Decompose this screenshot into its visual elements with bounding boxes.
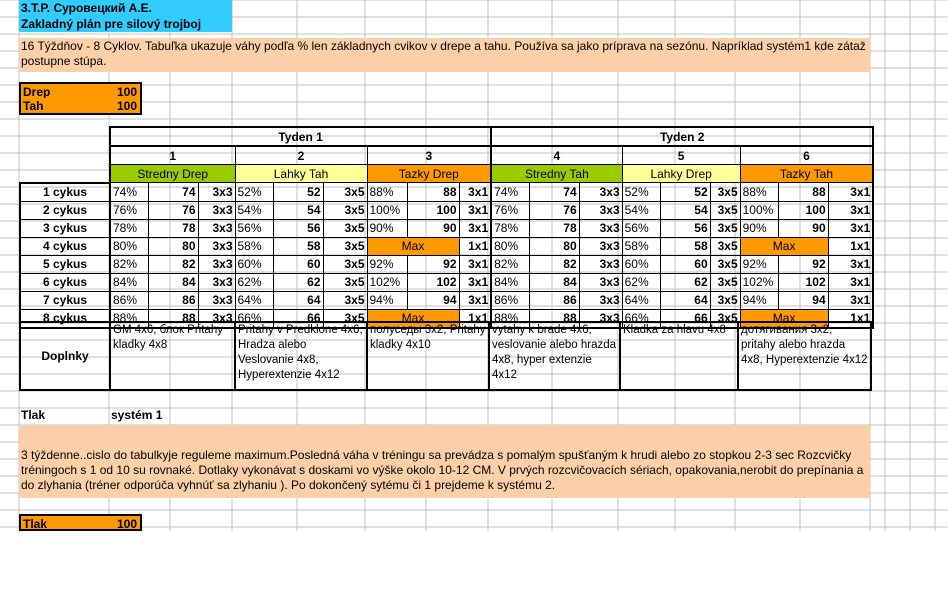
percent-cell[interactable]: 88% xyxy=(110,309,148,328)
sets-reps-cell[interactable]: 3x1 xyxy=(828,183,873,202)
tah-max-value[interactable]: 100 xyxy=(109,98,142,115)
doplnky-table xyxy=(19,321,872,391)
percent-cell[interactable]: 92% xyxy=(740,255,778,273)
weight-cell[interactable]: 94 xyxy=(778,291,828,309)
cycle-label[interactable]: 7 cykus xyxy=(20,291,110,309)
drep-label[interactable]: Drep xyxy=(19,82,109,98)
week-header-row xyxy=(20,127,873,146)
sets-reps-cell[interactable]: 3x3 xyxy=(198,273,235,291)
weight-cell[interactable]: 60 xyxy=(660,255,710,273)
sheet-title[interactable]: 3.T.P. Суровецкий А.Е. xyxy=(19,0,232,16)
day-type-5[interactable]: Lahky Drep xyxy=(622,165,740,183)
weight-cell[interactable]: 78 xyxy=(148,219,198,237)
intro-text[interactable]: 16 Týždňov - 8 Cyklov. Tabuľka ukazuje váhy podľa % len základnych cvikov v drepe a tahu. Používa sa jako príprava na sezónu. Napríklad systém1 kde zátaž postupne stúpa. xyxy=(19,38,870,72)
percent-cell[interactable]: 62% xyxy=(622,273,660,291)
percent-cell[interactable]: 74% xyxy=(110,183,148,202)
percent-cell[interactable]: 52% xyxy=(235,183,273,202)
sets-reps-cell[interactable]: 3x5 xyxy=(710,183,740,202)
weight-cell[interactable]: 66 xyxy=(660,309,710,328)
percent-cell[interactable]: 84% xyxy=(491,273,529,291)
cycle-row xyxy=(20,255,873,273)
percent-cell[interactable]: 66% xyxy=(235,309,273,328)
week-header-2[interactable]: Tyden 2 xyxy=(491,127,873,146)
day-number-2[interactable]: 2 xyxy=(235,146,367,165)
percent-cell[interactable]: 58% xyxy=(622,237,660,255)
weight-cell[interactable]: 76 xyxy=(148,201,198,219)
sets-reps-cell[interactable]: 3x3 xyxy=(198,183,235,202)
weight-cell[interactable]: 90 xyxy=(778,219,828,237)
drep-max-value[interactable]: 100 xyxy=(109,82,142,98)
weight-cell[interactable]: 102 xyxy=(778,273,828,291)
percent-cell[interactable]: 82% xyxy=(110,255,148,273)
percent-cell[interactable]: 86% xyxy=(491,291,529,309)
weight-cell[interactable]: 60 xyxy=(273,255,323,273)
sets-reps-cell[interactable]: 3x5 xyxy=(323,219,367,237)
sets-reps-cell[interactable]: 1x1 xyxy=(828,237,873,255)
cycle-row xyxy=(20,273,873,291)
percent-cell[interactable]: 62% xyxy=(235,273,273,291)
weight-cell[interactable]: 86 xyxy=(529,291,579,309)
sheet-subtitle[interactable]: Zakladný plán pre silový trojboj xyxy=(19,16,232,32)
tlak-system[interactable]: systém 1 xyxy=(111,408,163,422)
weight-cell[interactable]: 94 xyxy=(407,291,459,309)
sets-reps-cell[interactable]: 3x5 xyxy=(710,255,740,273)
percent-cell[interactable]: 102% xyxy=(740,273,778,291)
cycle-label[interactable]: 6 cykus xyxy=(20,273,110,291)
empty-corner xyxy=(20,146,110,165)
cycle-row xyxy=(20,219,873,237)
weight-cell[interactable]: 56 xyxy=(660,219,710,237)
empty-corner xyxy=(20,127,110,146)
sets-reps-cell[interactable]: 3x5 xyxy=(710,291,740,309)
day-type-6[interactable]: Tazky Tah xyxy=(740,165,873,183)
weight-cell[interactable]: 80 xyxy=(148,237,198,255)
sets-reps-cell[interactable]: 3x5 xyxy=(323,273,367,291)
sets-reps-cell[interactable]: 3x5 xyxy=(710,273,740,291)
empty-corner xyxy=(20,165,110,183)
percent-cell[interactable]: 80% xyxy=(110,237,148,255)
sets-reps-cell[interactable]: 3x5 xyxy=(323,255,367,273)
sets-reps-cell[interactable]: 3x3 xyxy=(579,255,622,273)
weight-cell[interactable]: 88 xyxy=(148,309,198,328)
percent-cell[interactable]: 94% xyxy=(367,291,407,309)
weight-cell[interactable]: 52 xyxy=(273,183,323,202)
weight-cell[interactable]: 100 xyxy=(407,201,459,219)
max-cell[interactable]: Max xyxy=(740,309,828,328)
sets-reps-cell[interactable]: 3x1 xyxy=(828,201,873,219)
sets-reps-cell[interactable]: 3x3 xyxy=(198,255,235,273)
sets-reps-cell[interactable]: 3x5 xyxy=(323,309,367,328)
tlak-max-value[interactable]: 100 xyxy=(109,514,142,531)
sets-reps-cell[interactable]: 3x5 xyxy=(710,309,740,328)
weight-cell[interactable]: 88 xyxy=(778,183,828,202)
weight-cell[interactable]: 78 xyxy=(529,219,579,237)
tah-label[interactable]: Tah xyxy=(19,98,109,115)
percent-cell[interactable]: 64% xyxy=(622,291,660,309)
percent-cell[interactable]: 64% xyxy=(235,291,273,309)
weight-cell[interactable]: 100 xyxy=(778,201,828,219)
percent-cell[interactable]: 80% xyxy=(491,237,529,255)
percent-cell[interactable]: 102% xyxy=(367,273,407,291)
training-table xyxy=(19,126,874,329)
day-number-6[interactable]: 6 xyxy=(740,146,873,165)
sets-reps-cell[interactable]: 3x1 xyxy=(459,291,491,309)
weight-cell[interactable]: 76 xyxy=(529,201,579,219)
sets-reps-cell[interactable]: 3x5 xyxy=(323,237,367,255)
percent-cell[interactable]: 56% xyxy=(622,219,660,237)
weight-cell[interactable]: 74 xyxy=(529,183,579,202)
sets-reps-cell[interactable]: 3x1 xyxy=(459,201,491,219)
sets-reps-cell[interactable]: 3x3 xyxy=(198,219,235,237)
percent-cell[interactable]: 74% xyxy=(491,183,529,202)
tlak-label[interactable]: Tlak xyxy=(21,408,46,422)
sets-reps-cell[interactable]: 3x5 xyxy=(323,201,367,219)
weight-cell[interactable]: 88 xyxy=(529,309,579,328)
sets-reps-cell[interactable]: 3x1 xyxy=(828,255,873,273)
sets-reps-cell[interactable]: 3x5 xyxy=(323,183,367,202)
percent-cell[interactable]: 88% xyxy=(491,309,529,328)
tlak-max-label[interactable]: Tlak xyxy=(19,514,109,531)
max-cell[interactable]: Max xyxy=(367,237,459,255)
weight-cell[interactable]: 62 xyxy=(273,273,323,291)
cycle-label[interactable]: 5 cykus xyxy=(20,255,110,273)
percent-cell[interactable]: 82% xyxy=(491,255,529,273)
cycle-label[interactable]: 2 cykus xyxy=(20,201,110,219)
doplnky-day-2[interactable]: Pritahy v Predklone 4x6, Hradza alebo Veslovanie 4x8, Hyperextenzie 4x12 xyxy=(235,322,367,390)
week-header-1[interactable]: Tyden 1 xyxy=(110,127,491,146)
sets-reps-cell[interactable]: 3x5 xyxy=(710,219,740,237)
doplnky-day-5[interactable]: Kladka za hlavu 4x8 xyxy=(620,322,738,390)
doplnky-day-1[interactable]: GM 4x6, блок Pritahy kladky 4x8 xyxy=(110,322,235,390)
percent-cell[interactable]: 88% xyxy=(740,183,778,202)
cycle-row xyxy=(20,201,873,219)
max-cell[interactable]: Max xyxy=(367,309,459,328)
sets-reps-cell[interactable]: 3x1 xyxy=(828,219,873,237)
percent-cell[interactable]: 66% xyxy=(622,309,660,328)
sets-reps-cell[interactable]: 3x3 xyxy=(579,183,622,202)
day-type-4[interactable]: Stredny Tah xyxy=(491,165,622,183)
weight-cell[interactable]: 52 xyxy=(660,183,710,202)
sets-reps-cell[interactable]: 3x1 xyxy=(828,291,873,309)
sets-reps-cell[interactable]: 3x5 xyxy=(323,291,367,309)
sets-reps-cell[interactable]: 1x1 xyxy=(459,237,491,255)
sets-reps-cell[interactable]: 3x1 xyxy=(459,219,491,237)
percent-cell[interactable]: 52% xyxy=(622,183,660,202)
sets-reps-cell[interactable]: 3x5 xyxy=(710,201,740,219)
max-cell[interactable]: Max xyxy=(740,237,828,255)
weight-cell[interactable]: 92 xyxy=(778,255,828,273)
doplnky-label[interactable]: Doplnky xyxy=(20,322,110,390)
sets-reps-cell[interactable]: 3x3 xyxy=(198,201,235,219)
tlak-description[interactable]: 3 týždenne..cislo do tabulkyje reguleme maximum.Posledná váha v tréningu sa prevádza s pomalým spušťaným k hrudi alebo zo stopkou 2-3 sec Rozcvičky tréningoch s 1 od 10 su rovnaké. Dotlaky vykonávat s doskami vo výške okolo 10-12 CM. V prvých rozcvičovacích sériach, opakovania,nerobit do prepínania a do zlyhania (tréner odporúča vyhnúť sa zlyhaniu ). Po dokončený sytému či 1 prejdeme k systému 2. xyxy=(19,425,870,498)
sets-reps-cell[interactable]: 3x3 xyxy=(579,273,622,291)
doplnky-day-3[interactable]: полуседы 3x2, Pritahy kladky 4x10 xyxy=(367,322,489,390)
day-number-row xyxy=(20,146,873,165)
weight-cell[interactable]: 62 xyxy=(660,273,710,291)
day-number-3[interactable]: 3 xyxy=(367,146,491,165)
doplnky-day-6[interactable]: дотягивания 3x2, pritahy alebo hrazda 4x8, Hyperextenzie 4x12 xyxy=(738,322,871,390)
cycle-row xyxy=(20,291,873,309)
weight-cell[interactable]: 80 xyxy=(529,237,579,255)
day-type-3[interactable]: Tazky Drep xyxy=(367,165,491,183)
weight-cell[interactable]: 74 xyxy=(148,183,198,202)
percent-cell[interactable]: 86% xyxy=(110,291,148,309)
sets-reps-cell[interactable]: 3x3 xyxy=(579,201,622,219)
sets-reps-cell[interactable]: 3x5 xyxy=(710,237,740,255)
weight-cell[interactable]: 84 xyxy=(148,273,198,291)
percent-cell[interactable]: 78% xyxy=(110,219,148,237)
sets-reps-cell[interactable]: 3x3 xyxy=(198,309,235,328)
weight-cell[interactable]: 58 xyxy=(273,237,323,255)
weight-cell[interactable]: 86 xyxy=(148,291,198,309)
weight-cell[interactable]: 102 xyxy=(407,273,459,291)
weight-cell[interactable]: 64 xyxy=(660,291,710,309)
doplnky-day-4[interactable]: vytahy k brade 4x6, veslovanie alebo hrazda 4x8, hyper extenzie 4x12 xyxy=(489,322,620,390)
percent-cell[interactable]: 76% xyxy=(491,201,529,219)
sets-reps-cell[interactable]: 3x3 xyxy=(198,237,235,255)
cycle-label[interactable]: 1 cykus xyxy=(20,183,110,202)
percent-cell[interactable]: 78% xyxy=(491,219,529,237)
weight-cell[interactable]: 84 xyxy=(529,273,579,291)
percent-cell[interactable]: 90% xyxy=(740,219,778,237)
percent-cell[interactable]: 100% xyxy=(367,201,407,219)
weight-cell[interactable]: 82 xyxy=(529,255,579,273)
percent-cell[interactable]: 100% xyxy=(740,201,778,219)
sets-reps-cell[interactable]: 1x1 xyxy=(459,309,491,328)
percent-cell[interactable]: 76% xyxy=(110,201,148,219)
sets-reps-cell[interactable]: 3x3 xyxy=(579,237,622,255)
percent-cell[interactable]: 88% xyxy=(367,183,407,202)
weight-cell[interactable]: 66 xyxy=(273,309,323,328)
cycle-label[interactable]: 8 cykus xyxy=(20,309,110,328)
day-number-5[interactable]: 5 xyxy=(622,146,740,165)
percent-cell[interactable]: 60% xyxy=(235,255,273,273)
percent-cell[interactable]: 92% xyxy=(367,255,407,273)
weight-cell[interactable]: 58 xyxy=(660,237,710,255)
cycle-label[interactable]: 4 cykus xyxy=(20,237,110,255)
weight-cell[interactable]: 90 xyxy=(407,219,459,237)
day-number-4[interactable]: 4 xyxy=(491,146,622,165)
day-type-2[interactable]: Lahky Tah xyxy=(235,165,367,183)
weight-cell[interactable]: 56 xyxy=(273,219,323,237)
percent-cell[interactable]: 94% xyxy=(740,291,778,309)
weight-cell[interactable]: 92 xyxy=(407,255,459,273)
percent-cell[interactable]: 90% xyxy=(367,219,407,237)
sets-reps-cell[interactable]: 3x1 xyxy=(828,273,873,291)
percent-cell[interactable]: 58% xyxy=(235,237,273,255)
cycle-label[interactable]: 3 cykus xyxy=(20,219,110,237)
sets-reps-cell[interactable]: 3x1 xyxy=(459,255,491,273)
day-type-row xyxy=(20,165,873,183)
cycle-row xyxy=(20,183,873,202)
weight-cell[interactable]: 88 xyxy=(407,183,459,202)
percent-cell[interactable]: 56% xyxy=(235,219,273,237)
percent-cell[interactable]: 84% xyxy=(110,273,148,291)
sets-reps-cell[interactable]: 3x1 xyxy=(459,183,491,202)
cycle-row xyxy=(20,237,873,255)
sets-reps-cell[interactable]: 3x3 xyxy=(579,309,622,328)
sets-reps-cell[interactable]: 3x3 xyxy=(579,219,622,237)
weight-cell[interactable]: 54 xyxy=(273,201,323,219)
weight-cell[interactable]: 82 xyxy=(148,255,198,273)
percent-cell[interactable]: 54% xyxy=(622,201,660,219)
sets-reps-cell[interactable]: 3x1 xyxy=(459,273,491,291)
percent-cell[interactable]: 54% xyxy=(235,201,273,219)
day-number-1[interactable]: 1 xyxy=(110,146,235,165)
sets-reps-cell[interactable]: 3x3 xyxy=(579,291,622,309)
weight-cell[interactable]: 54 xyxy=(660,201,710,219)
percent-cell[interactable]: 60% xyxy=(622,255,660,273)
weight-cell[interactable]: 64 xyxy=(273,291,323,309)
day-type-1[interactable]: Stredny Drep xyxy=(110,165,235,183)
sets-reps-cell[interactable]: 3x3 xyxy=(198,291,235,309)
sets-reps-cell[interactable]: 1x1 xyxy=(828,309,873,328)
